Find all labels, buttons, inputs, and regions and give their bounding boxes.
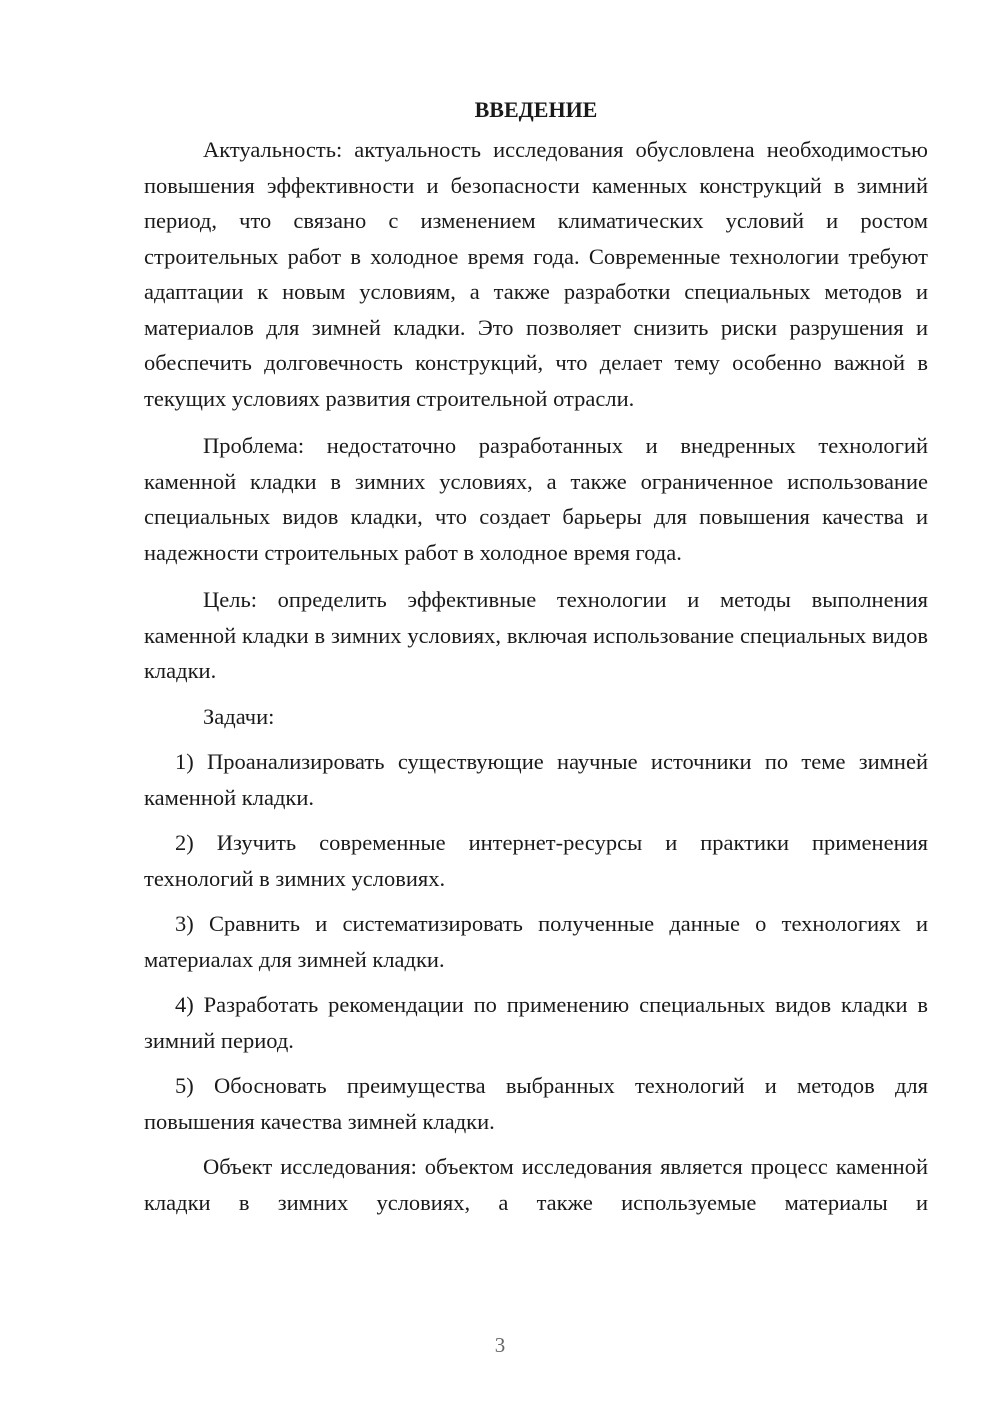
task-item-1: 1) Проанализировать существующие научные источники по теме зимней каменной кладки.: [144, 749, 928, 810]
object-paragraph: Объект исследования: объектом исследования является процесс каменной кладки в зимних условиях, а также используемые материалы и: [144, 1154, 928, 1215]
section-title: ВВЕДЕНИЕ: [474, 97, 598, 122]
task-item-5: 5) Обосновать преимущества выбранных технологий и методов для повышения качества зимней кладки.: [144, 1073, 928, 1134]
tasks-heading: Задачи:: [203, 703, 275, 729]
task-item-3: 3) Сравнить и систематизировать полученные данные о технологиях и материалах для зимней кладки.: [144, 911, 928, 972]
page-number: 3: [494, 1333, 506, 1357]
task-item-2: 2) Изучить современные интернет-ресурсы и практики применения технологий в зимних условиях.: [144, 830, 928, 891]
problem-paragraph: Проблема: недостаточно разработанных и внедренных технологий каменной кладки в зимних условиях, а также ограниченное использование специальных видов кладки, что создает барьеры для повышения качества и надежности строительных работ в холодное время года.: [144, 433, 928, 565]
relevance-paragraph: Актуальность: актуальность исследования обусловлена необходимостью повышения эффективности и безопасности каменных конструкций в зимний период, что связано с изменением климатических условий и ростом строительных работ в холодное время года. Современные технологии требуют адаптации к новым условиям, а также разработки специальных методов и материалов для зимней кладки. Это позволяет снизить риски разрушения и обеспечить долговечность конструкций, что делает тему особенно важной в текущих условиях развития строительной отрасли.: [144, 137, 928, 411]
goal-paragraph: Цель: определить эффективные технологии и методы выполнения каменной кладки в зимних условиях, включая использование специальных видов кладки.: [144, 587, 928, 683]
document-page: [144, 92, 928, 1220]
task-item-4: 4) Разработать рекомендации по применению специальных видов кладки в зимний период.: [144, 992, 928, 1053]
